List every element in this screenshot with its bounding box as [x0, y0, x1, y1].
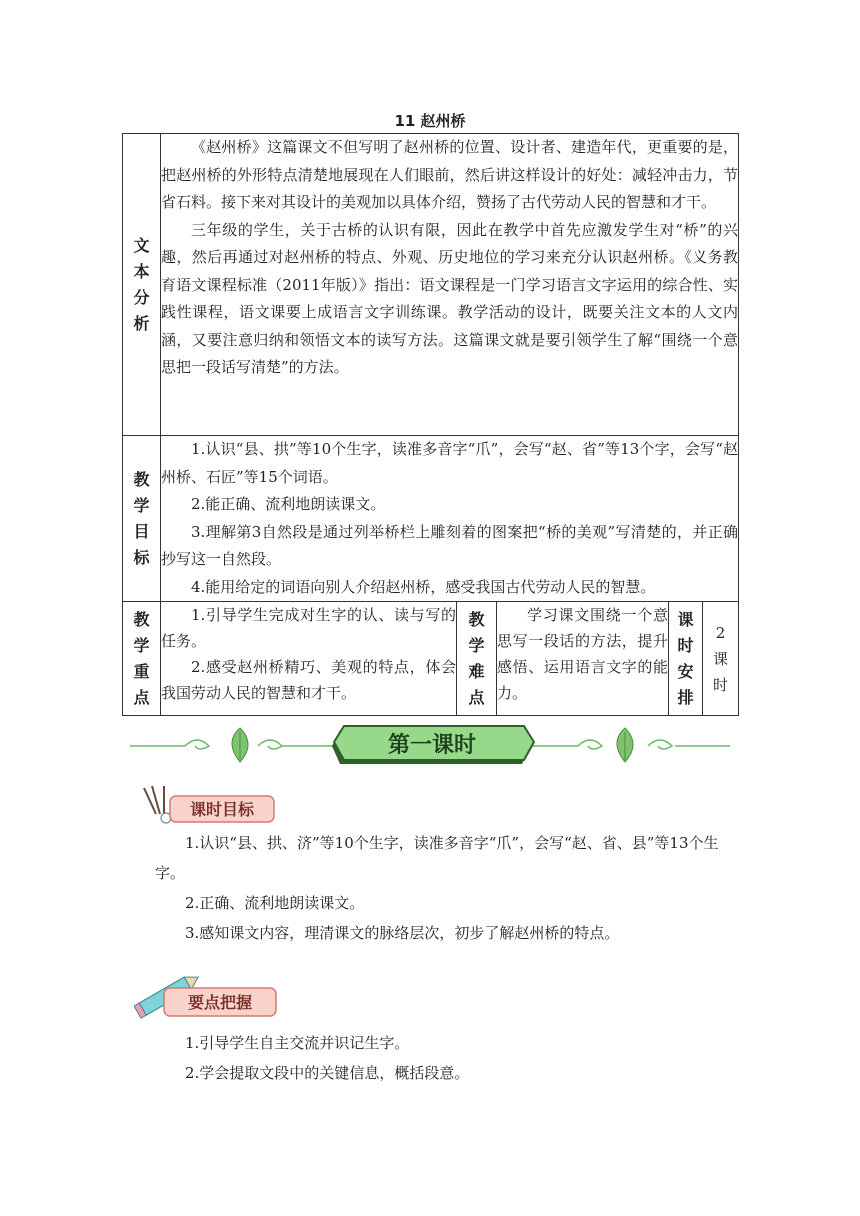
brush-pen-icon [134, 784, 284, 828]
right-flourish-icon [525, 740, 672, 749]
text-analysis-row [123, 134, 739, 436]
teaching-goals-content [161, 436, 739, 602]
left-leaf-icon [232, 728, 248, 762]
key-grasp-heading-text: 要点把握 [187, 993, 253, 1012]
goal-item: 3.理解第3自然段是通过列举桥栏上雕刻着的图案把“桥的美观”写清楚的，并正确抄写这一自然段。 [161, 522, 739, 568]
class-goal-item: 3.感知课文内容，理清课文的脉络层次，初步了解赵州桥的特点。 [185, 924, 620, 942]
difficulties-label: 教 学 难 点 [457, 602, 497, 716]
schedule-label: 课 时 安 排 [669, 602, 703, 716]
key-grasp-item: 1.引导学生自主交流并识记生字。 [185, 1034, 410, 1052]
goal-item: 2.能正确、流利地朗读课文。 [191, 495, 386, 513]
lesson-banner [130, 720, 730, 770]
class-goal-item: 1.认识“县、拱、济”等10个生字，读准多音字“爪”，会写“赵、省、县”等13个生字。 [155, 834, 719, 882]
lesson-title: 11 赵州桥 [394, 112, 466, 130]
difficulties-text: 学习课文围绕一个意思写一段话的方法，提升感悟、运用语言文字的能力。 [497, 606, 668, 702]
class-goals-heading [134, 784, 284, 832]
key-point-item: 1.引导学生完成对生字的认、读与写的任务。 [161, 606, 456, 650]
right-leaf-icon [617, 728, 633, 762]
key-points-content [161, 602, 457, 716]
left-flourish-icon [185, 740, 335, 749]
key-points-label: 教 学 重 点 [123, 602, 161, 716]
key-grasp-heading [134, 968, 284, 1028]
key-points-row [123, 602, 739, 716]
goal-item: 1.认识“县、拱”等10个生字，读准多音字“爪”，会写“赵、省”等13个字，会写“赵州桥、石匠”等15个词语。 [161, 440, 739, 486]
text-analysis-paragraph: 《赵州桥》这篇课文不但写明了赵州桥的位置、设计者、建造年代，更重要的是，把赵州桥的外形特点清楚地展现在人们眼前，然后讲这样设计的好处：减轻冲击力，节省石料。接下来对其设计的美观加以具体介绍，赞扬了古代劳动人民的智慧和才干。 [161, 138, 739, 211]
schedule-value: 2 课 时 [703, 602, 739, 716]
key-grasp-list [155, 1028, 735, 1088]
class-goals-list [155, 828, 735, 948]
lesson-plan-table [122, 133, 739, 716]
class-goals-heading-text: 课时目标 [189, 800, 255, 819]
key-point-item: 2.感受赵州桥精巧、美观的特点，体会我国劳动人民的智慧和才干。 [161, 658, 456, 702]
class-goal-item: 2.正确、流利地朗读课文。 [185, 894, 365, 912]
teaching-goals-row [123, 436, 739, 602]
goal-item: 4.能用给定的词语向别人介绍赵州桥，感受我国古代劳动人民的智慧。 [191, 577, 656, 596]
text-analysis-label: 文 本 分 析 [123, 134, 161, 436]
text-analysis-content [161, 134, 739, 436]
key-grasp-item: 2.学会提取文段中的关键信息，概括段意。 [185, 1064, 470, 1082]
text-analysis-paragraph: 三年级的学生，关于古桥的认识有限，因此在教学中首先应激发学生对“桥”的兴趣，然后再通过对赵州桥的特点、外观、历史地位的学习来充分认识赵州桥。《义务教育语文课程标准（2011年版）》指出：语文课程是一门学习语言文字运用的综合性、实践性课程，语文课要上成语言文字训练课。教学活动的设计，既要关注文本的人文内涵，又要注意归纳和领悟文本的读写方法。这篇课文就是要引领学生了解“围绕一个意思把一段话写清楚”的方法。 [161, 220, 739, 376]
pencil-icon [134, 968, 284, 1024]
teaching-goals-label: 教 学 目 标 [123, 436, 161, 602]
difficulties-content [497, 602, 669, 716]
banner-title: 第一课时 [387, 733, 477, 758]
